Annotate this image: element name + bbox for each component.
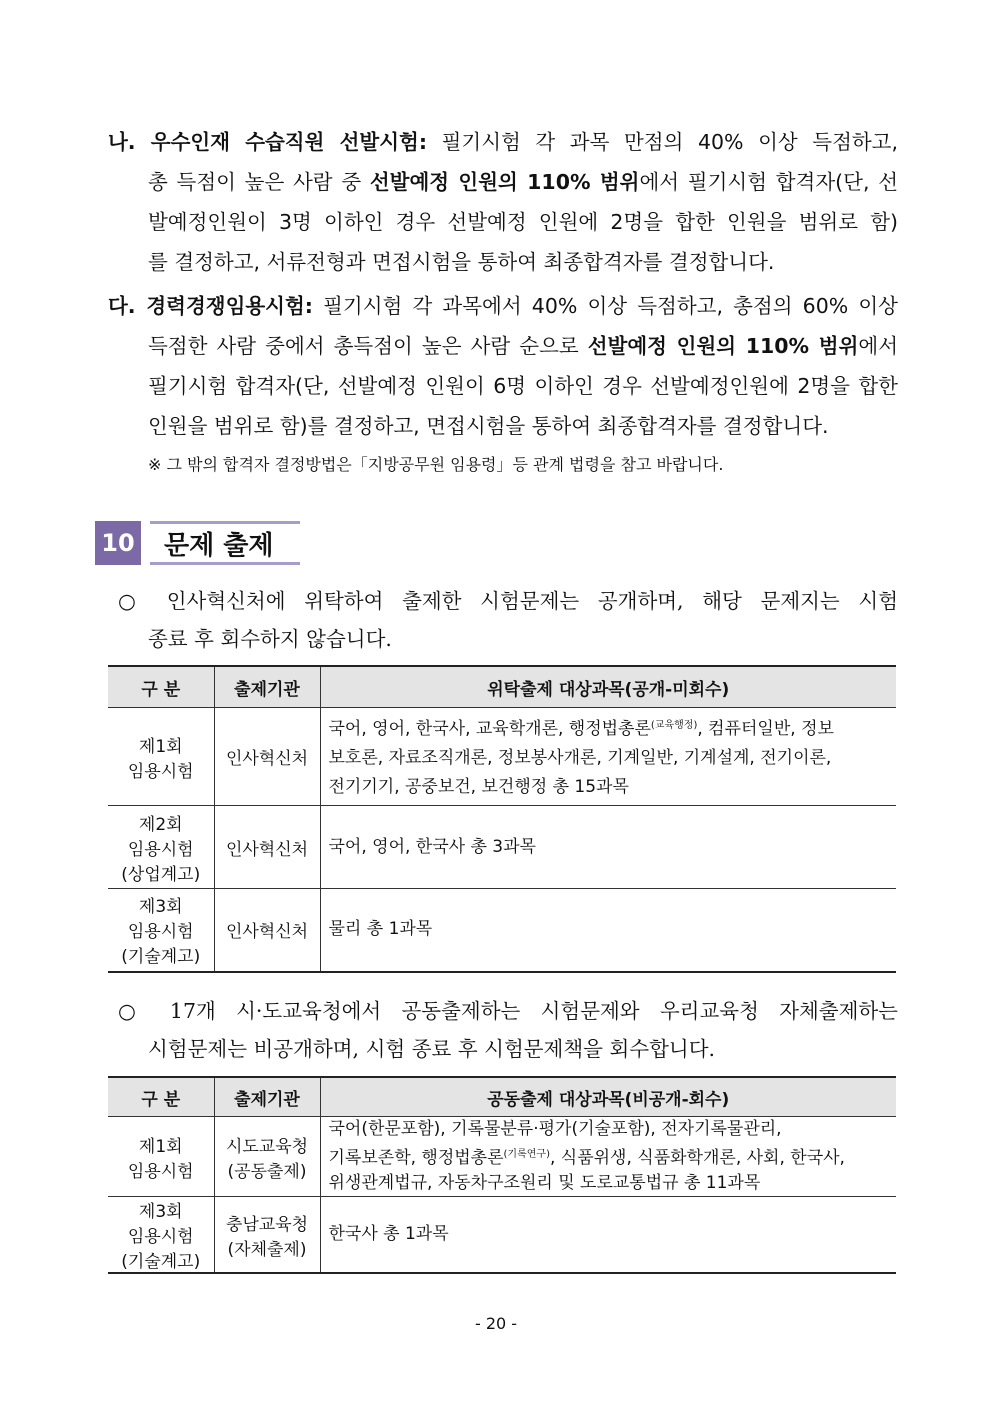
header-org: 출제기관 bbox=[214, 666, 320, 708]
paragraph-da: 다. 경력경쟁임용시험: 필기시험 각 과목에서 40% 이상 득점하고, 총점의 60% 이상 득점한 사람 중에서 총득점이 높은 사람 순으로 선발예정 인원의 110% 범위에서 필기시험 합격자(단, 선발예정 인원이 6명 이하인 경우 선발예정인원에 2명을 합한 인원을 범위로 함)를 결정하고, 면접시험을 통하여 최종합격자를 결정합니다. bbox=[108, 294, 898, 438]
paragraph-na: 나. 우수인재 수습직원 선발시험: 필기시험 각 과목 만점의 40% 이상 득점하고, 총 득점이 높은 사람 중 선발예정 인원의 110% 범위에서 필기시험 합격자(단, 선 발예정인원이 3명 이하인 경우 선발예정 인원에 2명을 합한 인원을 범위로 함) 를 결정하고, 서류전형과 면접시험을 통하여 최종합격자를 결정합니다. bbox=[108, 130, 899, 274]
table-header-row bbox=[108, 1077, 896, 1117]
bullet-public-exam: ○ 인사혁신처에 위탁하여 출제한 시험문제는 공개하며, 해당 문제지는 시험 종료 후 회수하지 않습니다. bbox=[118, 589, 898, 651]
header-category: 구 분 bbox=[108, 666, 214, 708]
table-row bbox=[108, 806, 896, 889]
paragraph-na-label: 나. 우수인재 수습직원 선발시험: bbox=[108, 130, 428, 154]
subjects-cell: 한국사 총 1과목 bbox=[320, 1197, 896, 1274]
page-number: - 20 - bbox=[474, 1314, 518, 1333]
exam-cell: 제2회 임용시험 (상업계고) bbox=[108, 806, 214, 889]
subjects-cell: 국어, 영어, 한국사 총 3과목 bbox=[320, 806, 896, 889]
header-subjects: 공동출제 대상과목(비공개-회수) bbox=[320, 1077, 896, 1117]
org-cell: 시도교육청 (공동출제) bbox=[214, 1117, 320, 1197]
table-row bbox=[108, 1197, 896, 1274]
bullet-joint-exam: ○ 17개 시·도교육청에서 공동출제하는 시험문제와 우리교육청 자체출제하는 시험문제는 비공개하며, 시험 종료 후 시험문제책을 회수합니다. bbox=[118, 999, 898, 1061]
subjects-cell: 물리 총 1과목 bbox=[320, 889, 896, 972]
paragraph-da-label: 다. 경력경쟁임용시험: bbox=[108, 294, 313, 318]
exam-cell: 제3회 임용시험 (기술계고) bbox=[108, 889, 214, 972]
org-cell: 충남교육청 (자체출제) bbox=[214, 1197, 320, 1274]
exam-cell: 제1회 임용시험 bbox=[108, 1117, 214, 1197]
exam-cell: 제1회 임용시험 bbox=[108, 708, 214, 806]
section-number: 10 bbox=[95, 521, 141, 565]
joint-subjects-table bbox=[108, 1076, 896, 1274]
org-cell: 인사혁신처 bbox=[214, 708, 320, 806]
table-row bbox=[108, 708, 896, 806]
header-subjects: 위탁출제 대상과목(공개-미회수) bbox=[320, 666, 896, 708]
org-cell: 인사혁신처 bbox=[214, 806, 320, 889]
table-row bbox=[108, 889, 896, 972]
reference-note: ※ 그 밖의 합격자 결정방법은「지방공무원 임용령」등 관계 법령을 참고 바랍니다. bbox=[148, 455, 724, 474]
entrusted-subjects-table bbox=[108, 665, 896, 973]
header-category: 구 분 bbox=[108, 1077, 214, 1117]
table-header-row bbox=[108, 666, 896, 708]
exam-cell: 제3회 임용시험 (기술계고) bbox=[108, 1197, 214, 1274]
subjects-cell: 국어(한문포함), 기록물분류·평가(기술포함), 전자기록물관리, 기록보존학, 행정법총론$^{(기록연구)}$, 식품위생, 식품화학개론, 사회, 한국사, 위생관계법규, 자동차구조원리 및 도로교통법규 총 11과목 bbox=[320, 1117, 896, 1197]
section-title: 문제 출제 bbox=[150, 521, 300, 565]
header-org: 출제기관 bbox=[214, 1077, 320, 1117]
subjects-cell: 국어, 영어, 한국사, 교육학개론, 행정법총론$^{(교육행정)}$, 컴퓨터일반, 정보 보호론, 자료조직개론, 정보봉사개론, 기계일반, 기계설계, 전기이론, 전기기기, 공중보건, 보건행정 총 15과목 bbox=[320, 708, 896, 806]
table-row bbox=[108, 1117, 896, 1197]
org-cell: 인사혁신처 bbox=[214, 889, 320, 972]
